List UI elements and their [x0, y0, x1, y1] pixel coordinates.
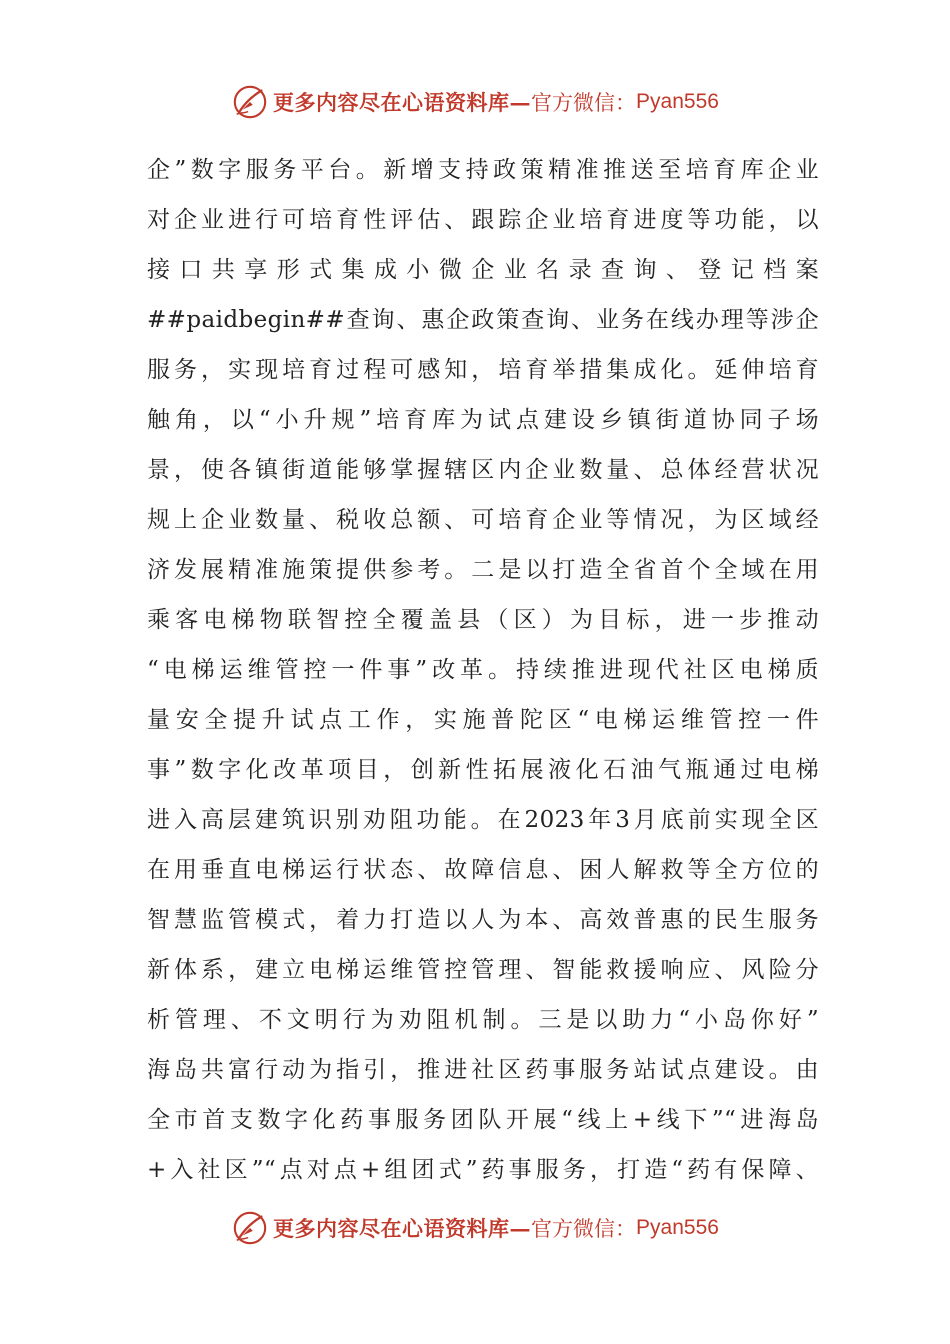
text-line: 智慧监管模式，着力打造以人为本、高效普惠的民生服务	[147, 907, 819, 933]
pen-logo-icon	[231, 1209, 269, 1247]
footer-watermark	[0, 1208, 950, 1248]
text-line: 在用垂直电梯运行状态、故障信息、困人解救等全方位的	[147, 857, 819, 883]
watermark-text: 更多内容尽在心语资料库—	[273, 1216, 532, 1241]
header-watermark	[0, 82, 950, 122]
text-line: 新体系，建立电梯运维管控管理、智能救援响应、风险分	[147, 957, 819, 983]
text-line: 事”数字化改革项目，创新性拓展液化石油气瓶通过电梯	[147, 757, 819, 783]
text-line: 量安全提升试点工作，实施普陀区“电梯运维管控一件	[147, 707, 819, 733]
text-line: 全市首支数字化药事服务团队开展“线上+线下”“进海岛	[147, 1107, 819, 1133]
text-line: 析管理、不文明行为劝阻机制。三是以助力“小岛你好”	[147, 1007, 819, 1033]
text-line: 企”数字服务平台。新增支持政策精准推送至培育库企业	[147, 157, 819, 183]
watermark-handle: Pyan556	[636, 1216, 719, 1239]
text-line: 服务，实现培育过程可感知，培育举措集成化。延伸培育	[147, 357, 819, 383]
text-line: 规上企业数量、税收总额、可培育企业等情况，为区域经	[147, 507, 819, 533]
text-line: 对企业进行可培育性评估、跟踪企业培育进度等功能，以	[147, 207, 819, 233]
text-line: 乘客电梯物联智控全覆盖县（区）为目标，进一步推动	[147, 607, 819, 633]
text-line: 触角，以“小升规”培育库为试点建设乡镇街道协同子场	[147, 407, 819, 433]
body-text	[147, 145, 819, 1195]
text-line: 景，使各镇街道能够掌握辖区内企业数量、总体经营状况	[147, 457, 819, 483]
watermark-handle: Pyan556	[636, 90, 719, 113]
text-line: +入社区”“点对点+组团式”药事服务，打造“药有保障、	[147, 1157, 819, 1183]
watermark-text: 更多内容尽在心语资料库—	[273, 90, 532, 115]
text-line: 接口共享形式集成小微企业名录查询、登记档案	[147, 257, 819, 283]
watermark-wechat-label: 官方微信：	[531, 91, 637, 115]
text-line: 济发展精准施策提供参考。二是以打造全省首个全域在用	[147, 557, 819, 583]
text-line: ##paidbegin##查询、惠企政策查询、业务在线办理等涉企	[147, 307, 819, 333]
text-line: 海岛共富行动为指引，推进社区药事服务站试点建设。由	[147, 1057, 819, 1083]
text-line: 进入高层建筑识别劝阻功能。在2023年3月底前实现全区	[147, 807, 819, 833]
watermark-wechat-label: 官方微信：	[531, 1217, 637, 1241]
text-line: “电梯运维管控一件事”改革。持续推进现代社区电梯质	[147, 657, 819, 683]
pen-logo-icon	[231, 83, 269, 121]
